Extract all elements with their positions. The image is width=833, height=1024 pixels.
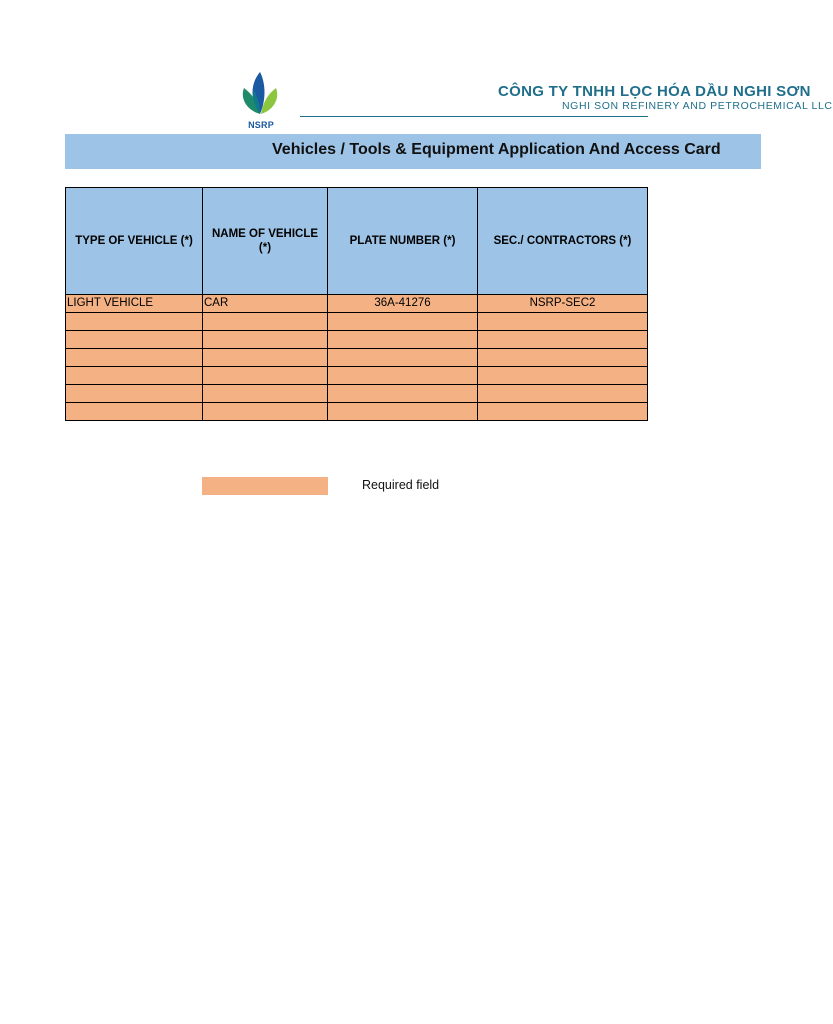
cell-plate[interactable]	[328, 313, 478, 331]
cell-type[interactable]	[66, 313, 203, 331]
cell-type[interactable]: LIGHT VEHICLE	[66, 295, 203, 313]
header-divider	[300, 116, 648, 117]
cell-contractor[interactable]: NSRP-SEC2	[478, 295, 648, 313]
cell-plate[interactable]: 36A-41276	[328, 295, 478, 313]
cell-contractor[interactable]	[478, 331, 648, 349]
vehicle-table	[65, 187, 648, 421]
cell-contractor[interactable]	[478, 313, 648, 331]
cell-name[interactable]	[203, 331, 328, 349]
cell-plate[interactable]	[328, 349, 478, 367]
cell-plate[interactable]	[328, 403, 478, 421]
cell-name[interactable]	[203, 367, 328, 385]
cell-contractor[interactable]	[478, 403, 648, 421]
cell-type[interactable]	[66, 331, 203, 349]
company-subtitle: NGHI SON REFINERY AND PETROCHEMICAL LLC	[562, 100, 833, 112]
company-header	[300, 80, 833, 120]
company-name: CÔNG TY TNHH LỌC HÓA DẦU NGHI SƠN	[498, 83, 811, 100]
form-title: Vehicles / Tools & Equipment Application And Access Card	[272, 141, 721, 158]
company-logo	[236, 70, 286, 134]
header-name-of-vehicle: NAME OF VEHICLE (*)	[203, 188, 328, 295]
cell-name[interactable]	[203, 385, 328, 403]
table-row	[66, 313, 648, 331]
title-band	[65, 134, 761, 169]
cell-name[interactable]	[203, 349, 328, 367]
header-plate-number: PLATE NUMBER (*)	[328, 188, 478, 295]
cell-type[interactable]	[66, 385, 203, 403]
leaf-icon	[236, 70, 286, 120]
table-row	[66, 295, 648, 313]
cell-type[interactable]	[66, 403, 203, 421]
cell-plate[interactable]	[328, 385, 478, 403]
cell-plate[interactable]	[328, 367, 478, 385]
required-field-label: Required field	[362, 478, 440, 492]
cell-type[interactable]	[66, 367, 203, 385]
cell-type[interactable]	[66, 349, 203, 367]
logo-text: NSRP	[248, 120, 274, 130]
table-header-row	[66, 188, 648, 295]
cell-name[interactable]: CAR	[203, 295, 328, 313]
table-row	[66, 385, 648, 403]
cell-name[interactable]	[203, 403, 328, 421]
header-sec-contractors: SEC./ CONTRACTORS (*)	[478, 188, 648, 295]
cell-name[interactable]	[203, 313, 328, 331]
header-type-of-vehicle: TYPE OF VEHICLE (*)	[66, 188, 203, 295]
table-row	[66, 367, 648, 385]
table-row	[66, 349, 648, 367]
cell-contractor[interactable]	[478, 349, 648, 367]
required-field-swatch	[202, 477, 328, 495]
cell-contractor[interactable]	[478, 385, 648, 403]
cell-contractor[interactable]	[478, 367, 648, 385]
table-row	[66, 331, 648, 349]
table-row	[66, 403, 648, 421]
cell-plate[interactable]	[328, 331, 478, 349]
